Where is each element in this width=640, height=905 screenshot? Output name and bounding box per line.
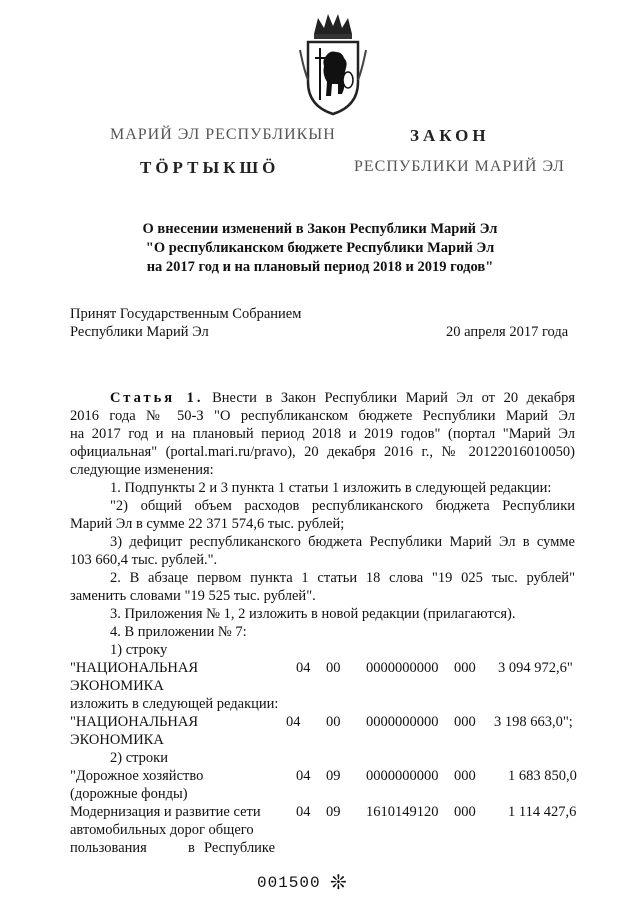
between-text: изложить в следующей редакции: [70,696,279,712]
coat-of-arms-emblem [296,10,370,118]
table-row-cont [70,840,610,858]
header-right-line2: РЕСПУБЛИКИ МАРИЙ ЭЛ [354,158,565,175]
row-name: "НАЦИОНАЛЬНАЯ [70,714,198,730]
row-name: ЭКОНОМИКА [70,678,164,694]
body-line: Марий Эл в сумме 22 371 574,6 тыс. рублей; [70,516,345,532]
form-number: 001500 [257,874,321,892]
row-name: пользования [70,840,147,856]
row-sum: 3 198 663,0"; [494,714,573,730]
row-pr: 09 [326,768,341,784]
body-line: 1. Подпункты 2 и 3 пункта 1 статьи 1 изложить в следующей редакции: [110,480,552,496]
title-line: О внесении изменений в Закон Республики Марий Эл [142,221,498,237]
table-row-cont [70,786,610,804]
body-line: следующие изменения: [70,462,214,478]
header-left-line1: МАРИЙ ЭЛ РЕСПУБЛИКЫН [110,126,336,143]
row-name: в [188,840,195,856]
row-sum: 3 094 972,6" [498,660,573,676]
row-csr: 1610149120 [366,804,439,820]
body-line: 4. В приложении № 7: [110,624,247,640]
body-line: заменить словами "19 525 тыс. рублей". [70,588,316,604]
row-sum: 1 114 427,6 [508,804,577,820]
row-name: (дорожные фонды) [70,786,188,802]
table-row [70,804,610,822]
adopted-line1: Принят Государственным Собранием [70,306,302,322]
row-rz: 04 [296,660,311,676]
article-text: Внести в Закон Республики Марий Эл от 20 декабря [212,390,576,406]
row-rz: 04 [296,768,311,784]
row-vr: 000 [454,768,476,784]
row-sum: 1 683 850,0 [508,768,577,784]
article-label: Статья 1. [110,390,204,406]
table-row [70,714,610,732]
row-name: "Дорожное хозяйство [70,768,204,784]
row-pr: 00 [326,714,341,730]
header-left-line2: ТӦРТЫКШӦ [140,158,280,177]
row-vr: 000 [454,714,476,730]
between-text: 2) строки [110,750,168,766]
table-row [70,660,610,678]
body-line: "2) общий объем расходов республиканского бюджета Республики [110,498,575,514]
row-csr: 0000000000 [366,768,439,784]
body-line: на 2017 год и на плановый период 2018 и 2019 годов" (портал "Марий Эл [70,426,575,442]
article-first-line [70,390,575,408]
body-line: официальная" (portal.mari.ru/pravo), 20 декабря 2016 г., № 20122016010050) [70,444,575,460]
body-line: 1) строку [110,642,168,658]
title-line: на 2017 год и на плановый период 2018 и 2019 годов" [146,259,494,275]
row-csr: 0000000000 [366,714,439,730]
body-line: 3. Приложения № 1, 2 изложить в новой редакции (прилагаются). [110,606,516,622]
body-line: 3) дефицит республиканского бюджета Республики Марий Эл в сумме [110,534,575,550]
row-csr: 0000000000 [366,660,439,676]
body-line: 2016 года № 50-З "О республиканском бюджете Республики Марий Эл [70,408,575,424]
row-vr: 000 [454,804,476,820]
table-row-cont [70,822,610,840]
row-name: ЭКОНОМИКА [70,732,164,748]
document-title [60,220,580,277]
table-row [70,768,610,786]
header-right-line1: ЗАКОН [410,126,490,145]
row-name: автомобильных дорог общего [70,822,254,838]
body-line: 103 660,4 тыс. рублей.". [70,552,218,568]
row-pr: 09 [326,804,341,820]
title-line: "О республиканском бюджете Республики Марий Эл [145,240,495,256]
row-pr: 00 [326,660,341,676]
row-vr: 000 [454,660,476,676]
adopted-line2: Республики Марий Эл [70,324,209,340]
table-row-cont [70,678,610,696]
row-name: Модернизация и развитие сети [70,804,261,820]
row-rz: 04 [296,804,311,820]
body-line: 2. В абзаце первом пункта 1 статьи 18 слова "19 025 тыс. рублей" [110,570,575,586]
table-row-cont [70,732,610,750]
row-name: "НАЦИОНАЛЬНАЯ [70,660,198,676]
row-rz: 04 [286,714,301,730]
footer-mark: ❊ [330,872,347,894]
adopted-date: 20 апреля 2017 года [446,324,569,340]
row-name: Республике [204,840,276,856]
